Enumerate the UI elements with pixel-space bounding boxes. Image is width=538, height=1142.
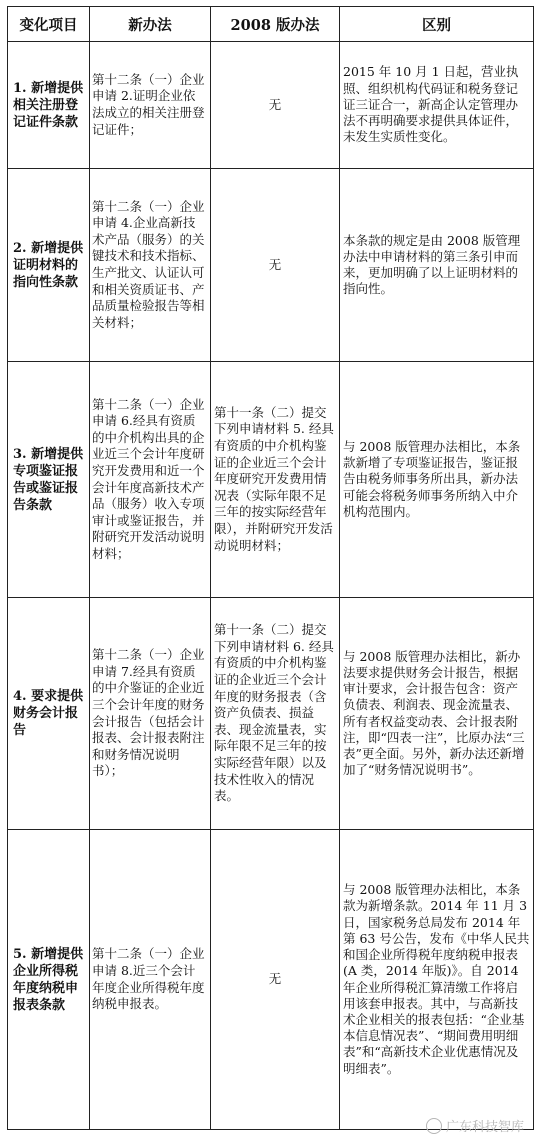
row-difference: 本条款的规定是由 2008 版管理办法中申请材料的第三条引申而来，更加明确了以上证明材料的指向性。 (340, 169, 534, 362)
header-row (8, 7, 534, 42)
row-new-measure: 第十二条（一）企业申请 7.经具有资质的中介鉴证的企业近三个会计年度的财务会计报告（包括会计报表、会计报表附注和财务情况说明书）； (90, 598, 211, 830)
watermark (426, 1116, 524, 1135)
row-item: 5. 新增提供企业所得税年度纳税申报表条款 (8, 830, 90, 1130)
watermark-text: 广东科技智库 (445, 1120, 524, 1135)
row-new-measure: 第十二条（一）企业申请 2.证明企业依法成立的相关注册登记证件； (90, 42, 211, 169)
row-new-measure: 第十二条（一）企业申请 4.企业高新技术产品（服务）的关键技术和技术指标、生产批文、认证认可和相关资质证书、产品质量检验报告等相关材料； (90, 169, 211, 362)
header-change-item: 变化项目 (8, 7, 90, 42)
header-new-measures: 新办法 (90, 7, 211, 42)
header-2008-measures: 2008 版办法 (211, 7, 340, 42)
row-old-measure: 无 (211, 830, 340, 1130)
row-difference: 与 2008 版管理办法相比，本条款为新增条款。2014 年 11 月 3 日，国家税务总局发布 2014 年第 63 号公告，发布《中华人民共和国企业所得税年度纳税申报表(A 类，2014 年版)》。自 2014 年企业所得税汇算清缴工作将启用该套申报表。其中，与高新技术企业相关的报表包括：“企业基本信息情况表”、“期间费用明细表”和“高新技术企业优惠情况及明细表”。 (340, 830, 534, 1130)
row-old-measure: 无 (211, 42, 340, 169)
header-difference: 区别 (340, 7, 534, 42)
table-row (8, 598, 534, 830)
row-difference: 与 2008 版管理办法相比，本条款新增了专项鉴证报告，鉴证报告由税务师事务所出具，新办法可能会将税务师事务所纳入中介机构范围内。 (340, 362, 534, 598)
row-difference: 2015 年 10 月 1 日起，营业执照、组织机构代码证和税务登记证三证合一，新高企认定管理办法不再明确要求提供具体证件，未发生实质性变化。 (340, 42, 534, 169)
row-old-measure: 第十一条（二）提交下列申请材料 6. 经具有资质的中介机构鉴证的企业近三个会计年度的财务报表（含资产负债表、损益表、现金流量表，实际年限不足三年的按实际经营年限）以及技术性收入的情况表。 (211, 598, 340, 830)
table-row (8, 169, 534, 362)
wechat-logo-icon (426, 1118, 442, 1134)
row-item: 3. 新增提供专项鉴证报告或鉴证报告条款 (8, 362, 90, 598)
row-item: 1. 新增提供相关注册登记证件条款 (8, 42, 90, 169)
row-new-measure: 第十二条（一）企业申请 6.经具有资质的中介机构出具的企业近三个会计年度研究开发费用和近一个会计年度高新技术产品（服务）收入专项审计或鉴证报告，并附研究开发活动说明材料； (90, 362, 211, 598)
row-old-measure: 第十一条（二）提交下列申请材料 5. 经具有资质的中介机构鉴证的企业近三个会计年度研究开发费用情况表（实际年限不足三年的按实际经营年限），并附研究开发活动说明材料； (211, 362, 340, 598)
table-row (8, 830, 534, 1130)
policy-comparison-table (7, 6, 534, 1130)
table-row (8, 362, 534, 598)
row-old-measure: 无 (211, 169, 340, 362)
row-new-measure: 第十二条（一）企业申请 8.近三个会计年度企业所得税年度纳税申报表。 (90, 830, 211, 1130)
row-difference: 与 2008 版管理办法相比，新办法要求提供财务会计报告，根据审计要求，会计报告包含：资产负债表、利润表、现金流量表、所有者权益变动表、会计报表附注，即“四表一注”，比原办法“三表”更全面。另外，新办法还新增加了“财务情况说明书”。 (340, 598, 534, 830)
table-row (8, 42, 534, 169)
row-item: 2. 新增提供证明材料的指向性条款 (8, 169, 90, 362)
row-item: 4. 要求提供财务会计报告 (8, 598, 90, 830)
